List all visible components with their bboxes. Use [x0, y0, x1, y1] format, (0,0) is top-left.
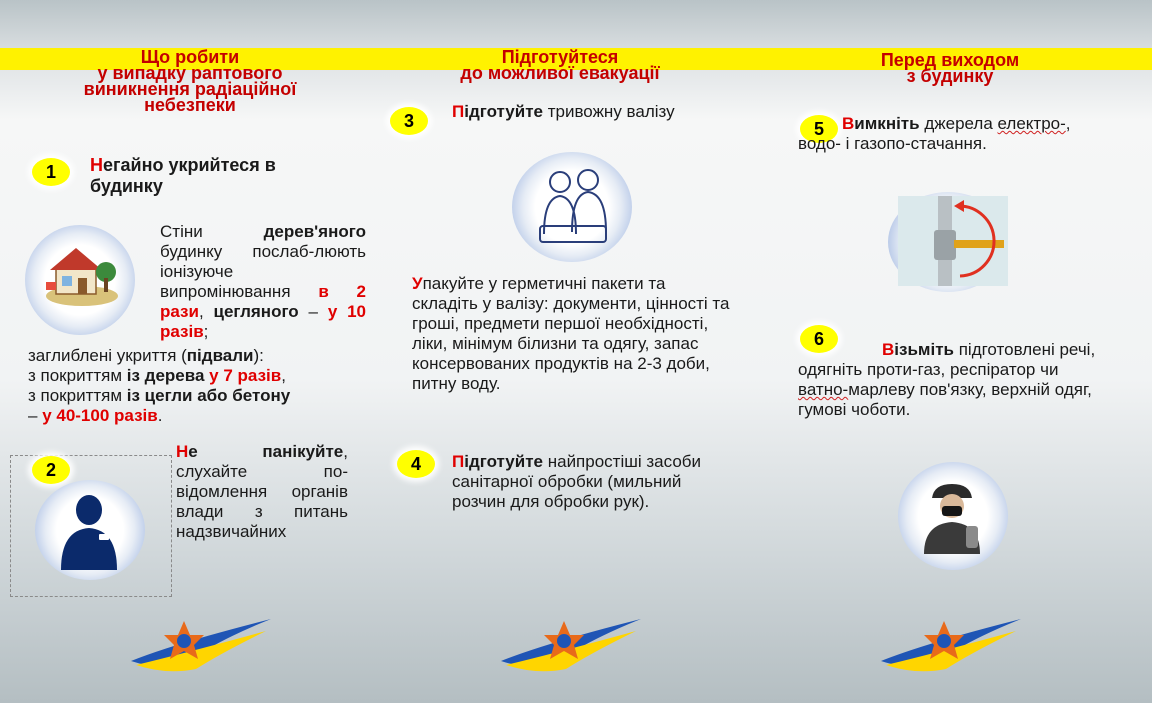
emblem-icon: [876, 613, 1026, 673]
house-icon: [42, 238, 122, 310]
step-1-shelters-text: заглиблені укриття (підвали): з покриттям із дерева у 7 разів, з покриттям із цегли або бетону – у 40-100 разів.: [28, 346, 291, 425]
step-4-badge: 4: [397, 450, 435, 478]
valve-icon: [898, 196, 1008, 286]
step-1-heading: Негайно укрийтеся в будинку: [90, 155, 276, 196]
col1-title: Що робити у випадку раптового виникнення радіаційної небезпеки: [83, 47, 297, 115]
step-2-badge: 2: [32, 456, 70, 484]
masked-person-icon: [918, 478, 988, 554]
step-3-heading: Підготуйте тривожну валізу: [452, 102, 675, 121]
step-3-pack-text: Упакуйте у герметичні пакети та складіть у валізу: документи, цінності та гроші, предмети першої необхідності, ліки, мінімум білизни та одягу, запас консервованих продуктів на 2-3 доби, питну воду.: [412, 274, 730, 393]
emblem-icon: [126, 613, 276, 673]
emblem-icon: [496, 613, 646, 673]
step-5-badge: 5: [800, 115, 838, 143]
step-6-text: Візьміть підготовлені речі, одягніть проти-газ, респіратор чи ватно-марлеву пов'язку, верхній одяг, гумові чоботи.: [798, 340, 1096, 419]
step-6-badge: 6: [800, 325, 838, 353]
step-1-badge: 1: [32, 158, 70, 186]
step-4-text: Підготуйте найпростіші засоби санітарної обробки (мильний розчин для обробки рук).: [452, 452, 702, 511]
col3-title: Перед виходом з будинку: [880, 50, 1020, 86]
step-2-text: Не панікуйте, слухайте по-відомлення органів влади з питань надзвичайних: [176, 442, 348, 541]
col2-title: Підготуйтеся до можливої евакуації: [460, 47, 660, 83]
phone-user-icon: [55, 490, 125, 570]
step-1-wood-text: Стіни дерев'яного будинку послаб-люють іонізуюче випромінювання в 2 рази, цегляного – у 10 разів;: [160, 222, 367, 341]
step-3-badge: 3: [390, 107, 428, 135]
family-icon: [530, 164, 616, 248]
step-5-text: Вимкніть джерела електро-, водо- і газопо-стачання.: [798, 114, 1071, 153]
